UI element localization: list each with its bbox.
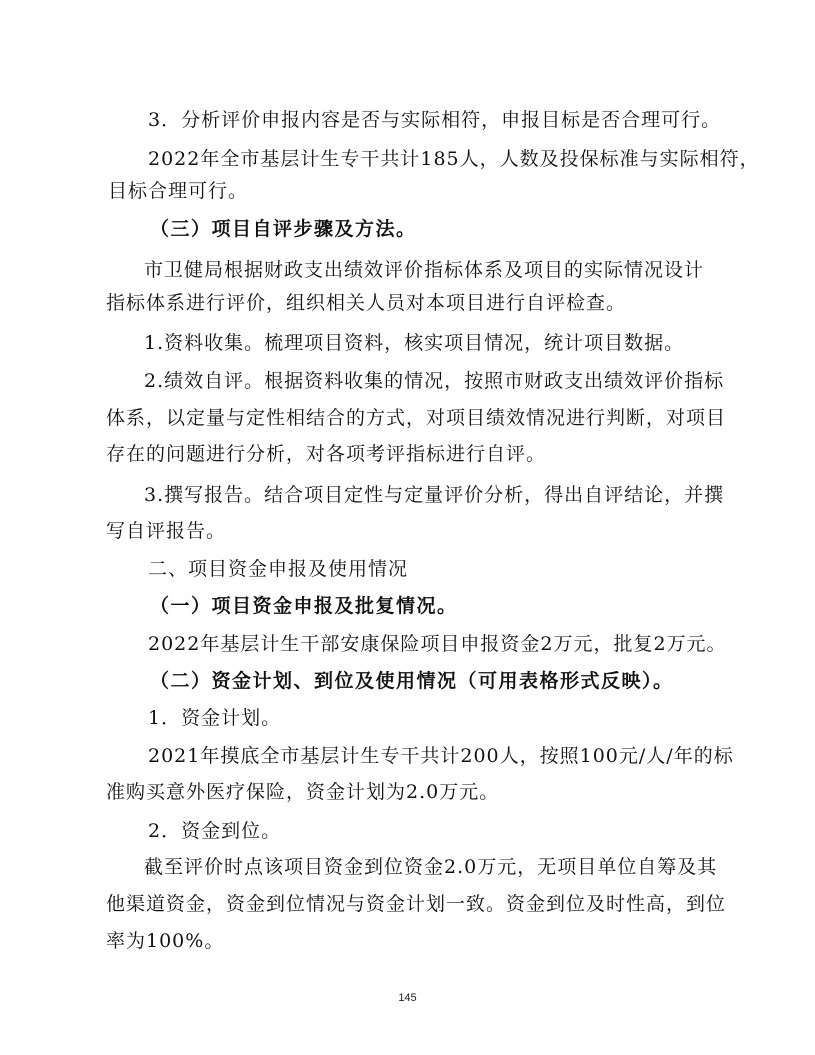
text-line: 2022年全市基层计生专干共计185人，人数及投保标准与实际相符， (148, 148, 760, 170)
text-line: 1．资金计划。 (148, 707, 282, 729)
text-line: 2021年摸底全市基层计生专干共计200人，按照100元/人/年的标 (148, 745, 734, 767)
text-line: 2．资金到位。 (148, 820, 282, 842)
text-line: 体系，以定量与定性相结合的方式，对项目绩效情况进行判断，对项目 (106, 407, 727, 429)
section-heading: （三）项目自评步骤及方法。 (150, 218, 417, 240)
page-number: 145 (398, 992, 417, 1004)
text-line: 存在的问题进行分析，对各项考评指标进行自评。 (106, 443, 547, 465)
text-line: 1.资料收集。梳理项目资料，核实项目情况，统计项目数据。 (144, 332, 685, 354)
text-line: 3．分析评价申报内容是否与实际相符，申报目标是否合理可行。 (148, 109, 722, 131)
text-line: 指标体系进行评价，组织相关人员对本项目进行自评检查。 (106, 292, 627, 314)
text-line: 3.撰写报告。结合项目定性与定量评价分析，得出自评结论，并撰 (144, 484, 725, 506)
text-line: 准购买意外医疗保险，资金计划为2.0万元。 (106, 781, 500, 803)
chapter-heading: 二、项目资金申报及使用情况 (148, 558, 409, 580)
text-line: 2.绩效自评。根据资料收集的情况，按照市财政支出绩效评价指标 (144, 370, 725, 392)
text-line: 截至评价时点该项目资金到位资金2.0万元，无项目单位自筹及其 (144, 856, 718, 878)
text-line: 目标合理可行。 (108, 180, 249, 202)
text-line: 率为100%。 (106, 930, 225, 952)
text-line: 2022年基层计生干部安康保险项目申报资金2万元，批复2万元。 (148, 633, 727, 655)
text-line: 写自评报告。 (106, 520, 227, 542)
section-heading: （一）项目资金申报及批复情况。 (150, 595, 458, 617)
section-heading: （二）资金计划、到位及使用情况（可用表格形式反映）。 (150, 670, 674, 692)
text-line: 市卫健局根据财政支出绩效评价指标体系及项目的实际情况设计 (144, 259, 705, 281)
text-line: 他渠道资金，资金到位情况与资金计划一致。资金到位及时性高，到位 (106, 893, 727, 915)
